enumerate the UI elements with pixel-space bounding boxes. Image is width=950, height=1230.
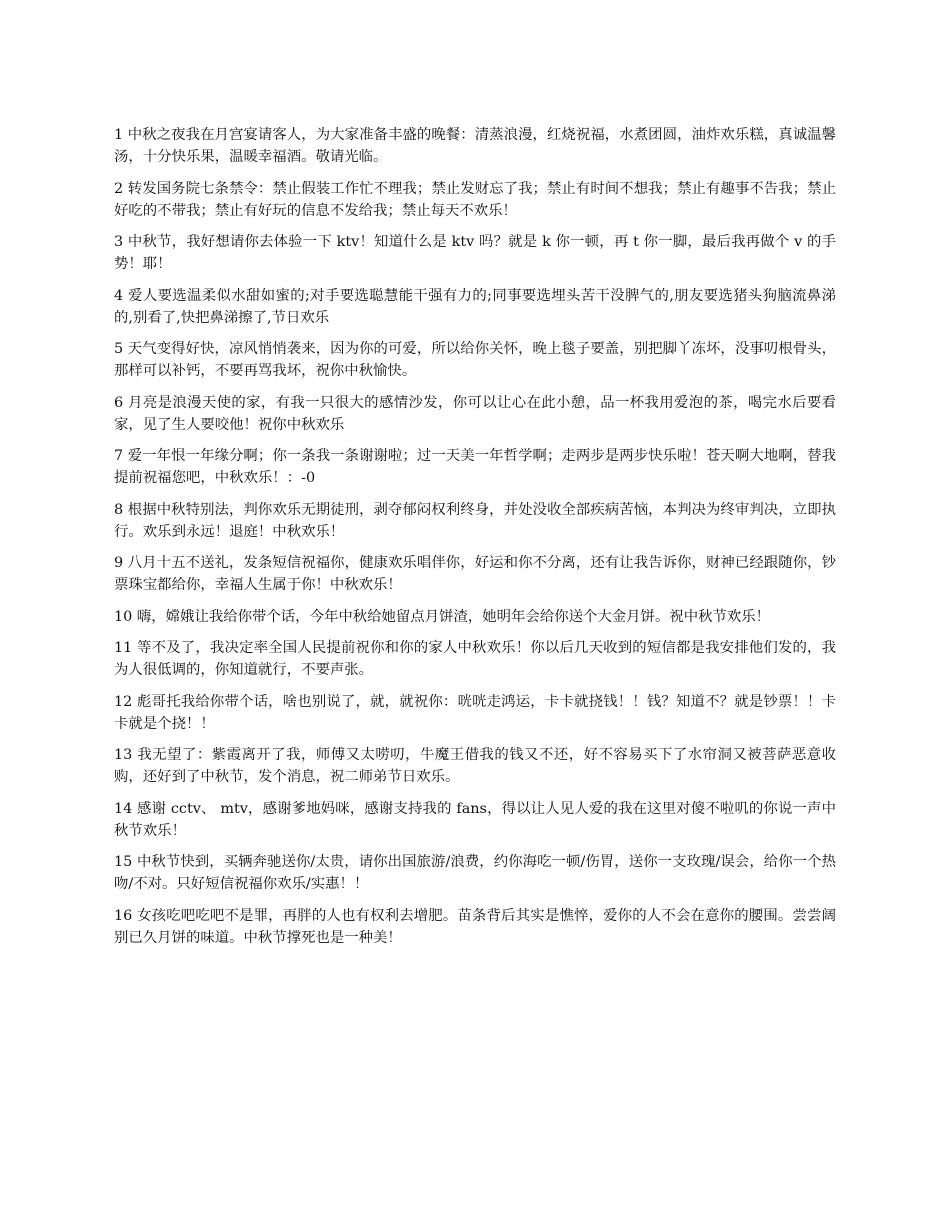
paragraph-6: 6 月亮是浪漫天使的家，有我一只很大的感情沙发，你可以让心在此小憩，品一杯我用爱泡的茶，喝完水后要看家，见了生人要咬他！祝你中秋欢乐 [114,394,836,433]
paragraph-8: 8 根据中秋特别法，判你欢乐无期徒刑，剥夺郁闷权利终身，并处没收全部疾病苦恼，本判决为终审判决，立即执行。欢乐到永远！退庭！中秋欢乐！ [114,501,836,540]
paragraph-14: 14 感谢 cctv、 mtv，感谢爹地妈咪，感谢支持我的 fans，得以让人见人爱的我在这里对傻不啦叽的你说一声中秋节欢乐！ [114,800,836,839]
paragraph-5: 5 天气变得好快，凉风悄悄袭来，因为你的可爱，所以给你关怀，晚上毯子要盖，别把脚丫冻坏，没事叨根骨头，那样可以补钙，不要再骂我坏，祝你中秋愉快。 [114,341,836,379]
paragraph-15: 15 中秋节快到，买辆奔驰送你/太贵，请你出国旅游/浪费，约你海吃一顿/伤胃，送你一支玫瑰/误会，给你一个热吻/不对。只好短信祝福你欢乐/实惠！！ [114,854,836,892]
paragraph-12: 12 彪哥托我给你带个话，啥也别说了，就，就祝你：咣咣走鸿运，卡卡就挠钱！！钱？知道不？就是钞票！！卡卡就是个挠！！ [114,693,836,732]
paragraph-2: 2 转发国务院七条禁令：禁止假装工作忙不理我；禁止发财忘了我；禁止有时间不想我；禁止有趣事不告我；禁止好吃的不带我；禁止有好玩的信息不发给我；禁止每天不欢乐！ [114,180,836,219]
paragraph-16: 16 女孩吃吧吃吧不是罪，再胖的人也有权利去增肥。苗条背后其实是憔悴，爱你的人不会在意你的腰围。尝尝阔别已久月饼的味道。中秋节撑死也是一种美！ [114,907,836,946]
paragraph-4: 4 爱人要选温柔似水甜如蜜的;对手要选聪慧能干强有力的;同事要选埋头苦干没脾气的,朋友要选猪头狗脑流鼻涕的,别看了,快把鼻涕擦了,节日欢乐 [114,287,836,326]
document-page [114,124,836,958]
paragraph-9: 9 八月十五不送礼，发条短信祝福你，健康欢乐唱伴你，好运和你不分离，还有让我告诉你，财神已经跟随你，钞票珠宝都给你，幸福人生属于你！中秋欢乐！ [114,555,836,593]
paragraph-7: 7 爱一年恨一年缘分啊；你一条我一条谢谢啦；过一天美一年哲学啊；走两步是两步快乐啦！苍天啊大地啊，替我提前祝福您吧，中秋欢乐！：-0 [114,448,836,486]
paragraph-3: 3 中秋节，我好想请你去体验一下 ktv！知道什么是 ktv 吗？就是 k 你一顿，再 t 你一脚，最后我再做个 v 的手势！耶！ [114,234,836,272]
paragraph-1: 1 中秋之夜我在月宫宴请客人，为大家准备丰盛的晚餐：清蒸浪漫，红烧祝福，水煮团圆，油炸欢乐糕，真诚温馨汤，十分快乐果，温暖幸福酒。敬请光临。 [114,127,836,165]
paragraph-13: 13 我无望了：紫霞离开了我，师傅又太唠叨，牛魔王借我的钱又不还，好不容易买下了水帘洞又被菩萨恶意收购，还好到了中秋节，发个消息，祝二师弟节日欢乐。 [114,747,836,785]
paragraph-11: 11 等不及了，我决定率全国人民提前祝你和你的家人中秋欢乐！你以后几天收到的短信都是我安排他们发的，我为人很低调的，你知道就行，不要声张。 [114,640,836,678]
paragraph-10: 10 嗨，嫦娥让我给你带个话，今年中秋给她留点月饼渣，她明年会给你送个大金月饼。祝中秋节欢乐！ [114,608,771,625]
